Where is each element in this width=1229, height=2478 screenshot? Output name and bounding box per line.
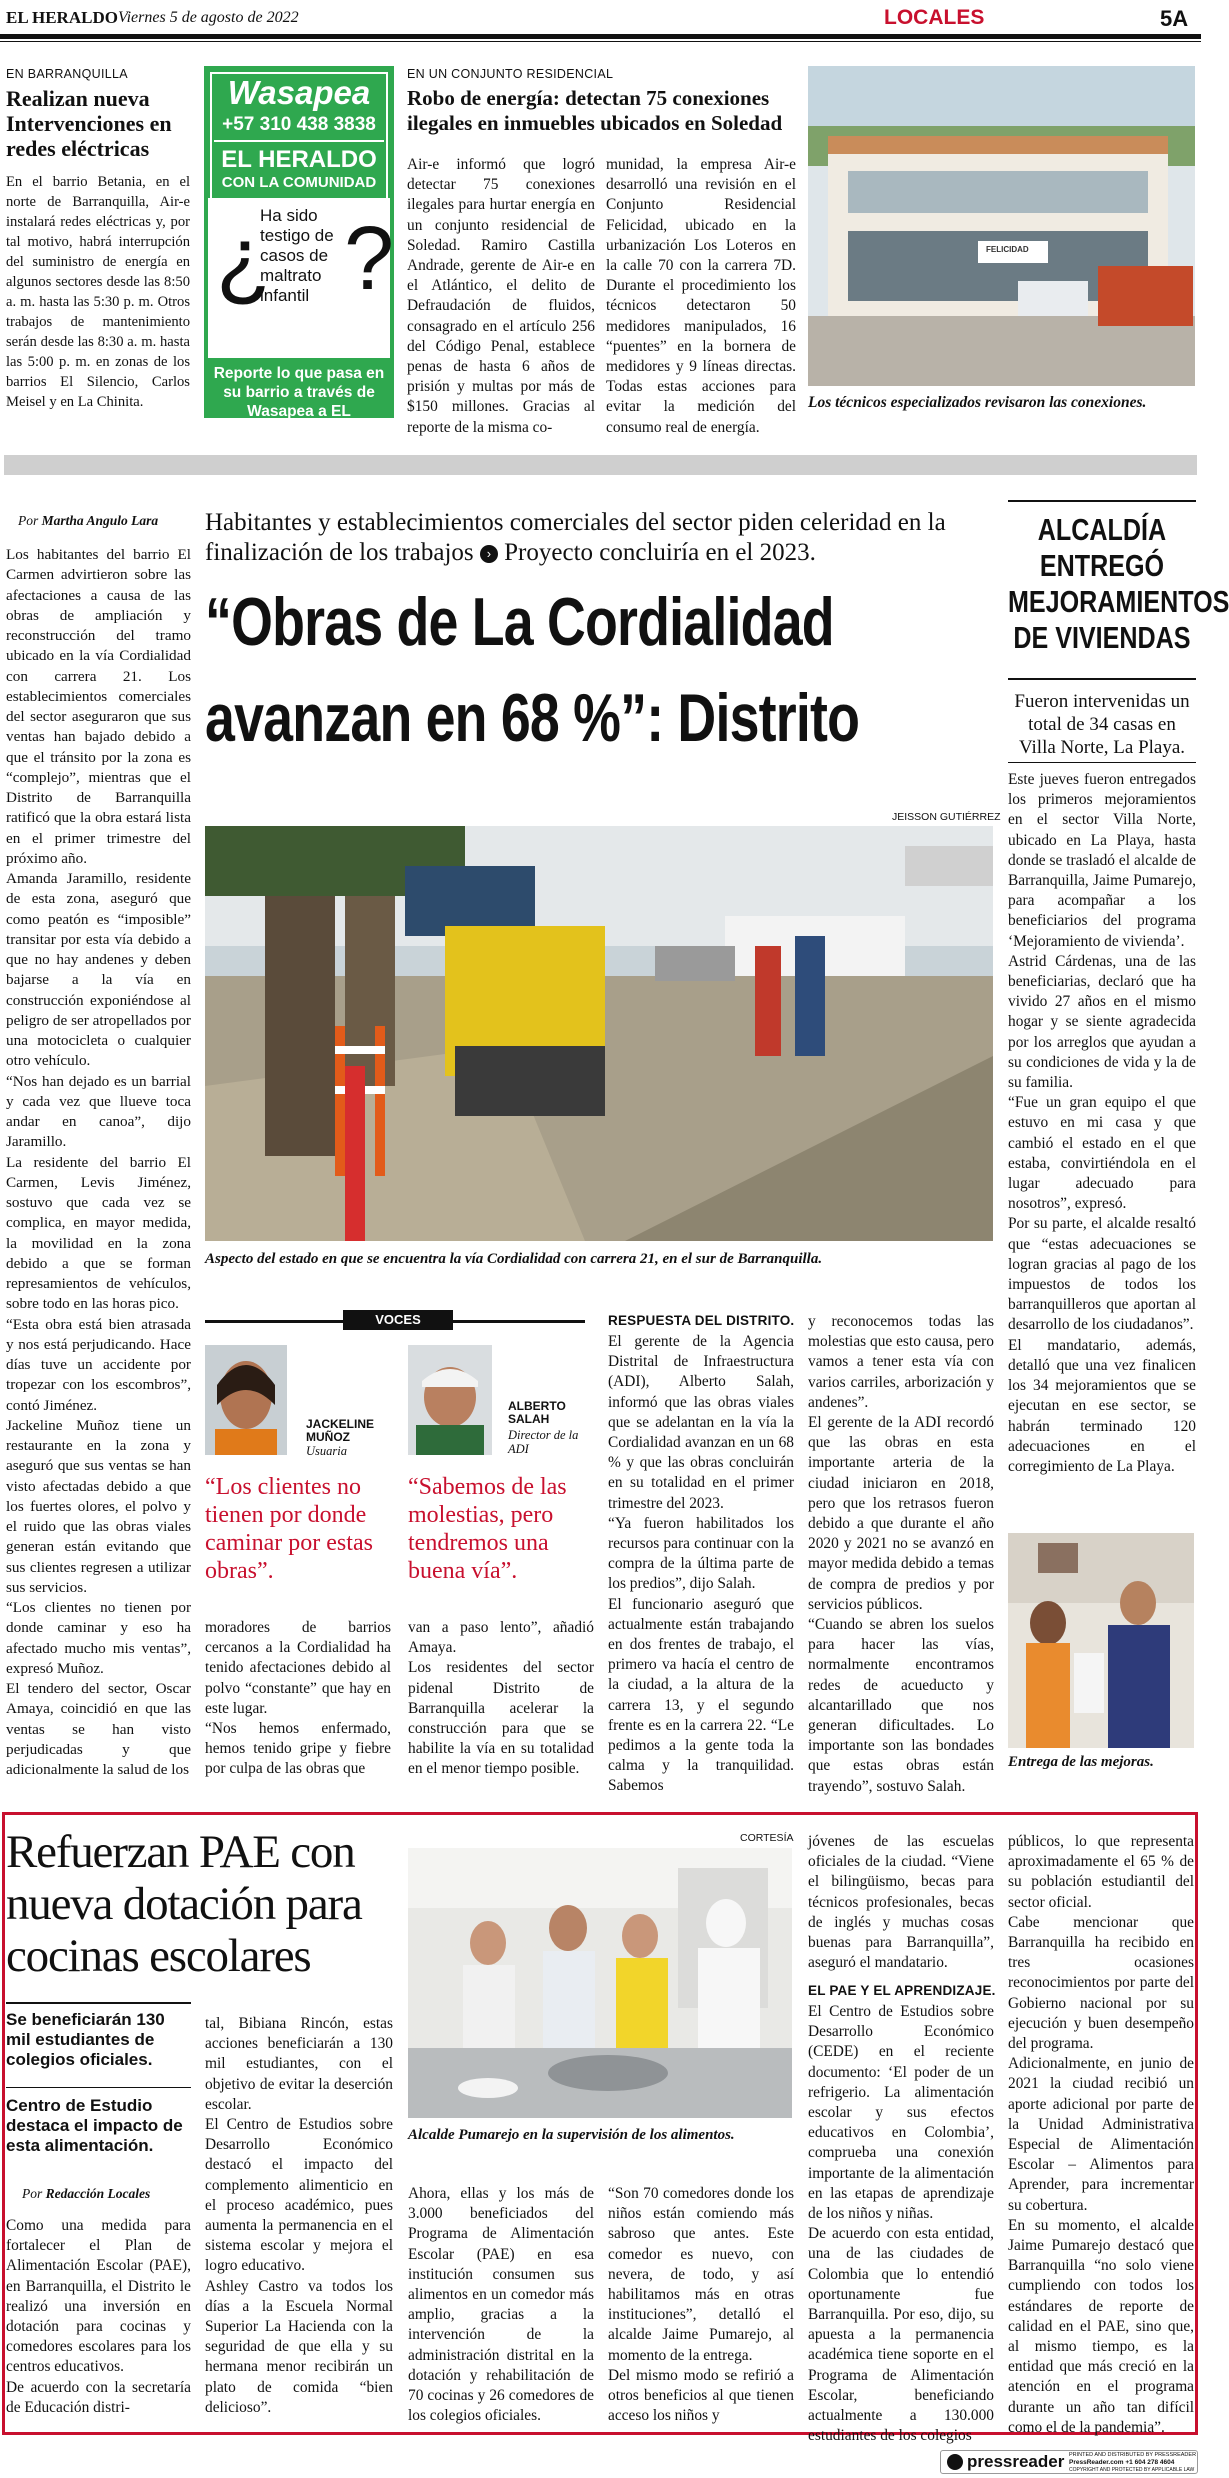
section-divider bbox=[4, 455, 1197, 475]
main-photo-caption: Aspecto del estado en que se encuentra la vía Cordialidad con carrera 21, en el sur de Barranquilla. bbox=[205, 1251, 823, 1267]
pressreader-icon bbox=[947, 2454, 963, 2470]
soledad-kicker: EN UN CONJUNTO RESIDENCIAL bbox=[407, 67, 614, 81]
pae-byline bbox=[22, 2186, 150, 2202]
wasapea-ad[interactable] bbox=[204, 66, 395, 439]
brief-kicker: EN BARRANQUILLA bbox=[6, 67, 128, 81]
main-deck bbox=[205, 508, 1005, 568]
voz2-photo bbox=[408, 1345, 492, 1455]
pae-photo-credit: CORTESÍA bbox=[740, 1832, 794, 1844]
photo-credit: JEISSON GUTIÉRREZ bbox=[892, 811, 1001, 823]
main-title-line1: “Obras de La Cordialidad bbox=[205, 584, 834, 660]
soledad-title: Robo de energía: detectan 75 conexiones ilegales en inmuebles ubicados en Soledad bbox=[407, 86, 783, 135]
header-date: Viernes 5 de agosto de 2022 bbox=[118, 9, 299, 26]
question-close-icon: ? bbox=[344, 209, 395, 309]
pae-col5b: El Centro de Estudios sobre Desarrollo Económico (CEDE) en el reciente documento: ‘El poder de un refrigerio. La alimentación escolar y sus efectos educativos en Colombia’, comprueba una conexión importante de la alimentación en las etapas de aprendizaje de los niños y niñas. De acuerdo con esta entidad, una de las ciudades de Colombia que lo entendió oportunamente fue Barranquilla. Por eso, dijo, su apuesta a la permanencia académica tiene soporte en el Programa de Alimentación Escolar, beneficiando actualmente a 130.000 estudiantes de los colegios bbox=[808, 2003, 994, 2445]
pae-col2: tal, Bibiana Rincón, estas acciones beneficiarán a 130 mil estudiantes, con el objetivo de evitar la deserción escolar. El Centro de Estudios sobre Desarrollo Económico destacó el impacto del complemento alimenticio en el proceso académico, pues aumenta la permanencia en el sistema escolar y mejora el logro educativo. Ashley Castro va todos los días a la Escuela Normal Superior La Hacienda con la seguridad de que ella y su hermana menor recibirán un plato de comida “bien delicioso”. bbox=[205, 2015, 393, 2416]
soledad-photo bbox=[808, 66, 1195, 386]
response-col1: El gerente de la Agencia Distrital de Infraestructura (ADI), Alberto Salah, informó que las obras viales que se adelantan en la vía la Cordialidad avanzan en un 68 % y que las obras concluirán en su totalidad en el primer trimestre del 2023. “Ya fueron habilitados los recursos para continuar con la compra de la última parte de los predios”, dijo Salah. El funcionario aseguró que actualmente están trabajando en dos frentes de trabajo, el primero va hacía el centro de la ciudad, a la altura de la carrera 13, y el segundo frente es en la carrera 22. “Le pedimos a la gente toda la calma y la tranquilidad. Sabemos bbox=[608, 1333, 794, 1795]
pae-col5a: jóvenes de las escuelas oficiales de la ciudad. “Viene el bilingüismo, becas para técnicos profesionales, becas de inglés y muchas cosas buenas para Barranquilla”, aseguró el mandatario. bbox=[808, 1833, 994, 1972]
response-col2: y reconocemos todas las molestias que esto causa, pero vamos a tener esta vía con varios carriles, arborización y andenes”. El gerente de la ADI recordó que las obras en esta importante arteria de la ciudad iniciaron en 2018, pero que los retrasos fueron debido a que durante el año 2020 y 2021 no se avanzó en mayor medida debido a temas de compra de predios y por servicios públicos. “Cuando se abren los suelos para hacer las vías, normalmente encontramos redes de acueducto y alcantarillado que nos generan dificultades. Lo importante son las bondades que estas obras están trayendo”, sostuvo Salah. bbox=[808, 1313, 994, 1795]
voz2-role: Director de la ADI bbox=[508, 1428, 579, 1456]
ad-phone: +57 310 438 3838 bbox=[222, 114, 376, 135]
vivienda-caption: Entrega de las mejoras. bbox=[1008, 1754, 1154, 1770]
pae-col5-subhead: EL PAE Y EL APRENDIZAJE. bbox=[808, 1983, 996, 1998]
ad-line2: CON LA COMUNIDAD bbox=[221, 174, 377, 191]
vivienda-top-rule bbox=[1008, 500, 1196, 502]
ad-question: Ha sido testigo de casos de maltrato infantil bbox=[260, 206, 334, 305]
pae-photo-caption: Alcalde Pumarejo en la supervisión de los alimentos. bbox=[408, 2127, 735, 2143]
voz2-name: ALBERTO SALAH bbox=[508, 1399, 566, 1426]
byline-prefix: Por bbox=[18, 513, 39, 528]
building-sign: FELICIDAD bbox=[986, 245, 1029, 254]
vivienda-deck-rule bbox=[1008, 762, 1196, 763]
byline-name: Martha Angulo Lara bbox=[41, 513, 159, 528]
question-open-icon: ¿ bbox=[216, 209, 271, 309]
footer-line3: COPYRIGHT AND PROTECTED BY APPLICABLE LAW bbox=[1069, 2467, 1195, 2473]
main-byline bbox=[18, 513, 158, 529]
ad-line1: EL HERALDO bbox=[221, 146, 377, 173]
pae-col1: Como una medida para fortalecer el Plan de Alimentación Escolar (PAE), en Barranquilla, el Distrito le realizó una inversión en dotación para cocinas y comedores escolares para los centros educativos. De acuerdo con la secretaría de Educación distri- bbox=[6, 2217, 191, 2416]
main-title-line2: avanzan en 68 %”: Distrito bbox=[205, 680, 860, 756]
main-bottom-col2: van a paso lento”, añadió Amaya. Los residentes del sector pidenal Distrito de Barranquilla acelerar la construcción para que se habilite la vía en su totalidad en el menor tiempo posible. bbox=[408, 1619, 594, 1778]
pae-sub2: Centro de Estudio destaca el impacto de esta alimentación. bbox=[6, 2096, 183, 2155]
pressreader-logo[interactable] bbox=[940, 2450, 1198, 2474]
ad-brand: Wasapea bbox=[227, 74, 371, 111]
masthead: EL HERALDO bbox=[6, 8, 118, 27]
main-bottom-col1: moradores de barrios cercanos a la Cordialidad ha tenido afectaciones debido al polvo “constante” que hay en este lugar. “Nos hemos enfermado, hemos tenido gripe y fiebre por culpa de las obras que bbox=[205, 1619, 391, 1778]
pae-byline-prefix: Por bbox=[22, 2186, 43, 2201]
pae-sub1-rule bbox=[6, 2002, 191, 2004]
main-photo bbox=[205, 826, 993, 1241]
section-label: LOCALES bbox=[884, 6, 985, 29]
response-subhead: RESPUESTA DEL DISTRITO. bbox=[608, 1313, 795, 1328]
main-left-column: Los habitantes del barrio El Carmen advirtieron sobre las afectaciones a causa de las obras de ampliación y reconstrucción del tramo ubicado en la vía Cordialidad con carrera 21. Los establecimientos comerciales del sector aseguraron que sus ventas han bajado debido a que el tránsito por la zona es “complejo”, mientras que el Distrito de Barranquilla ratificó que la obra estará lista en el primer trimestre del próximo año. Amanda Jaramillo, residente de esta zona, aseguró que como peatón es “imposible” transitar por esta vía debido a que no hay andenes y deben bajarse a la vía en construcción exponiéndose al peligro de ser atropellados por una motocicleta o cualquier otro vehículo. “Nos han dejado es un barrial y cada vez que llueve toca andar en canoa”, dijo Jaramillo. La residente del barrio El Carmen, Levis Jiménez, sostuvo que cada vez se complica, en mayor medida, la movilidad en la zona debido a que se forman represamientos de vehículos, sobre todo en las horas pico. “Esta obra está bien atrasada y nos está perjudicando. Hace días tuve un accidente por tropezar con los escombros”, contó Jiménez. Jackeline Muñoz tiene un restaurante en la zona y aseguró que sus ventas se han visto afectadas debido a que los fuertes olores, el polvo y el ruido que las obras viales generan están evitando que sus clientes regresen a utilizar sus servicios. “Los clientes no tienen por donde caminar y eso ha afectado mucho mis ventas”, expresó Muñoz. El tendero del sector, Oscar Amaya, coincidió en que las ventas se han visto perjudicadas y que adicionalmente la salud de los bbox=[6, 546, 191, 1778]
soledad-caption: Los técnicos especializados revisaron las conexiones. bbox=[808, 394, 1147, 411]
vivienda-deck: Fueron intervenidas un total de 34 casas en Villa Norte, La Playa. bbox=[1014, 691, 1190, 758]
voz2-quote: “Sabemos de las molestias, pero tendremos una buena vía”. bbox=[408, 1474, 567, 1584]
footer-line2: PressReader.com +1 604 278 4604 bbox=[1069, 2459, 1175, 2466]
soledad-col1: Air-e informó que logró detectar 75 conexiones ilegales para hurtar energía en un conjunto residencial de Soledad. Ramiro Castilla Andrade, gerente de Air-e en el Atlántico, el delito de Defraudación de fluidos, consagrado en el artículo 256 del Código Penal, establece penas de hasta 6 años de prisión y multas por más de $150 millones. Gracias al reporte de la misma co- bbox=[407, 156, 595, 436]
voz1-photo bbox=[205, 1345, 287, 1455]
arrow-circle-icon: › bbox=[480, 545, 498, 563]
pae-byline-name: Redacción Locales bbox=[45, 2186, 151, 2201]
pae-col6: públicos, lo que representa aproximadamente el 65 % de su población estudiantil del sector oficial. Cabe mencionar que Barranquilla ha recibido en tres ocasiones reconocimientos por parte del Gobierno nacional por su ejecución y buen desempeño del programa. Adicionalmente, en junio de 2021 la ciudad recibió un aporte adicional por parte de la Unidad Administrativa Especial de Alimentación Escolar – Alimentos para Aprender, para incrementar su cobertura. En su momento, el alcalde Jaime Pumarejo destacó que Barranquilla “no solo viene cumpliendo con todos los estándares de reporte de calidad en el PAE, sino que, al mismo tiempo, es la entidad que más creció en la atención en el programa durante un año tan difícil como el de la pandemia”. bbox=[1008, 1833, 1194, 2436]
brief-body: En el barrio Betania, en el norte de Barranquilla, Air-e instalará redes eléctricas y, por tal motivo, habrá interrupción del suministro de energía en algunos sectores desde las 8:50 a. m. hasta las 5:30 p. m. Otros trabajos de mantenimiento serán desde las 8:30 a. m. hasta las 5:00 p. m. en zonas de los barrios El Silencio, Carlos Meisel y en La Chinita. bbox=[6, 174, 190, 410]
soledad-col2: munidad, la empresa Air-e desarrolló una revisión en el Conjunto Residencial Felicidad, ubicado en la urbanización Los Loteros en la calle 70 con la carrera 7D. Durante el procedimiento los técnicos detectaron 50 medidores manipulados, 16 “puentes” en la bornera de medidores y 9 líneas directas. Todas estas acciones para evitar la medición del consumo real de energía. bbox=[606, 156, 796, 436]
deck-text: Habitantes y establecimientos comerciales del sector piden celeridad en la finalización de los trabajos bbox=[205, 509, 946, 566]
pae-sub1: Se beneficiarán 130 mil estudiantes de colegios oficiales. bbox=[6, 2010, 165, 2069]
brief-title: Realizan nueva Intervenciones en redes eléctricas bbox=[6, 86, 172, 161]
deck-text-2: Proyecto concluiría en el 2023. bbox=[504, 539, 816, 566]
vivienda-title: ALCALDÍA ENTREGÓ MEJORAMIENTOS DE VIVIENDAS bbox=[1008, 512, 1229, 655]
voz1-role: Usuaria bbox=[306, 1444, 347, 1458]
voz1-name: JACKELINE MUÑOZ bbox=[306, 1417, 375, 1444]
pae-col3: Ahora, ellas y los más de 3.000 beneficiados del Programa de Alimentación Escolar (PAE) en esa institución consumen sus alimentos en un comedor más amplio, gracias a la intervención de la administración distrital en la dotación y rehabilitación de 70 cocinas y 26 comedores de los colegios oficiales. bbox=[408, 2185, 594, 2425]
pae-title: Refuerzan PAE con nueva dotación para cocinas escolares bbox=[6, 1826, 362, 1982]
pae-photo bbox=[408, 1848, 792, 2118]
footer-line1: PRINTED AND DISTRIBUTED BY PRESSREADER bbox=[1069, 2452, 1197, 2458]
vivienda-mid-rule bbox=[1008, 678, 1196, 680]
vivienda-body: Este jueves fueron entregados los primeros mejoramientos en el sector Villa Norte, ubicado en La Playa, hasta donde se trasladó el alcalde de Barranquilla, Jaime Pumarejo, para acompañar a los beneficiarios del programa ‘Mejoramiento de vivienda’. Astrid Cárdenas, una de las beneficiarias, declaró que ha vivido 27 años en el mismo hogar y se siente agradecida por los arreglos que ayudan a su condiciones de vida y la de su familia. “Fue un gran equipo el que estuvo en mi casa y que cambió el estado en el que estaba, convirtiéndola en el lugar adecuado para nosotros”, expresó. Por su parte, el alcalde resaltó que “estas adecuaciones se logran gracias al pago de los impuestos de todos los barranquilleros que aportan al desarrollo de los ciudadanos”. El mandatario, además, detalló que una vez finalicen los 34 mejoramientos que se ejecutan en ese sector, se habrán terminado 120 adecuaciones en el corregimiento de La Playa. bbox=[1008, 771, 1196, 1475]
page-number: 5A bbox=[1160, 6, 1189, 31]
pae-sub2-rule bbox=[6, 2087, 191, 2088]
vivienda-photo bbox=[1008, 1533, 1194, 1748]
pae-col4: “Son 70 comedores donde los niños están comiendo más sabroso que antes. Este comedor es nuevo, con nevera, de todo, y así habilitamos más en otras instituciones”, detalló el alcalde Jaime Pumarejo, al momento de la entrega. Del mismo modo se refirió a otros beneficios al que tienen acceso los niños y bbox=[608, 2185, 794, 2425]
pressreader-brand: pressreader bbox=[967, 2452, 1065, 2471]
header-rule-thin bbox=[0, 41, 1201, 42]
header-rule bbox=[0, 34, 1201, 39]
voz1-quote: “Los clientes no tienen por donde caminar por estas obras”. bbox=[205, 1474, 373, 1584]
voces-label: VOCES bbox=[343, 1310, 453, 1330]
ad-cta: Reporte lo que pasa en su barrio a través de Wasapea a EL HERALDO bbox=[213, 365, 385, 439]
